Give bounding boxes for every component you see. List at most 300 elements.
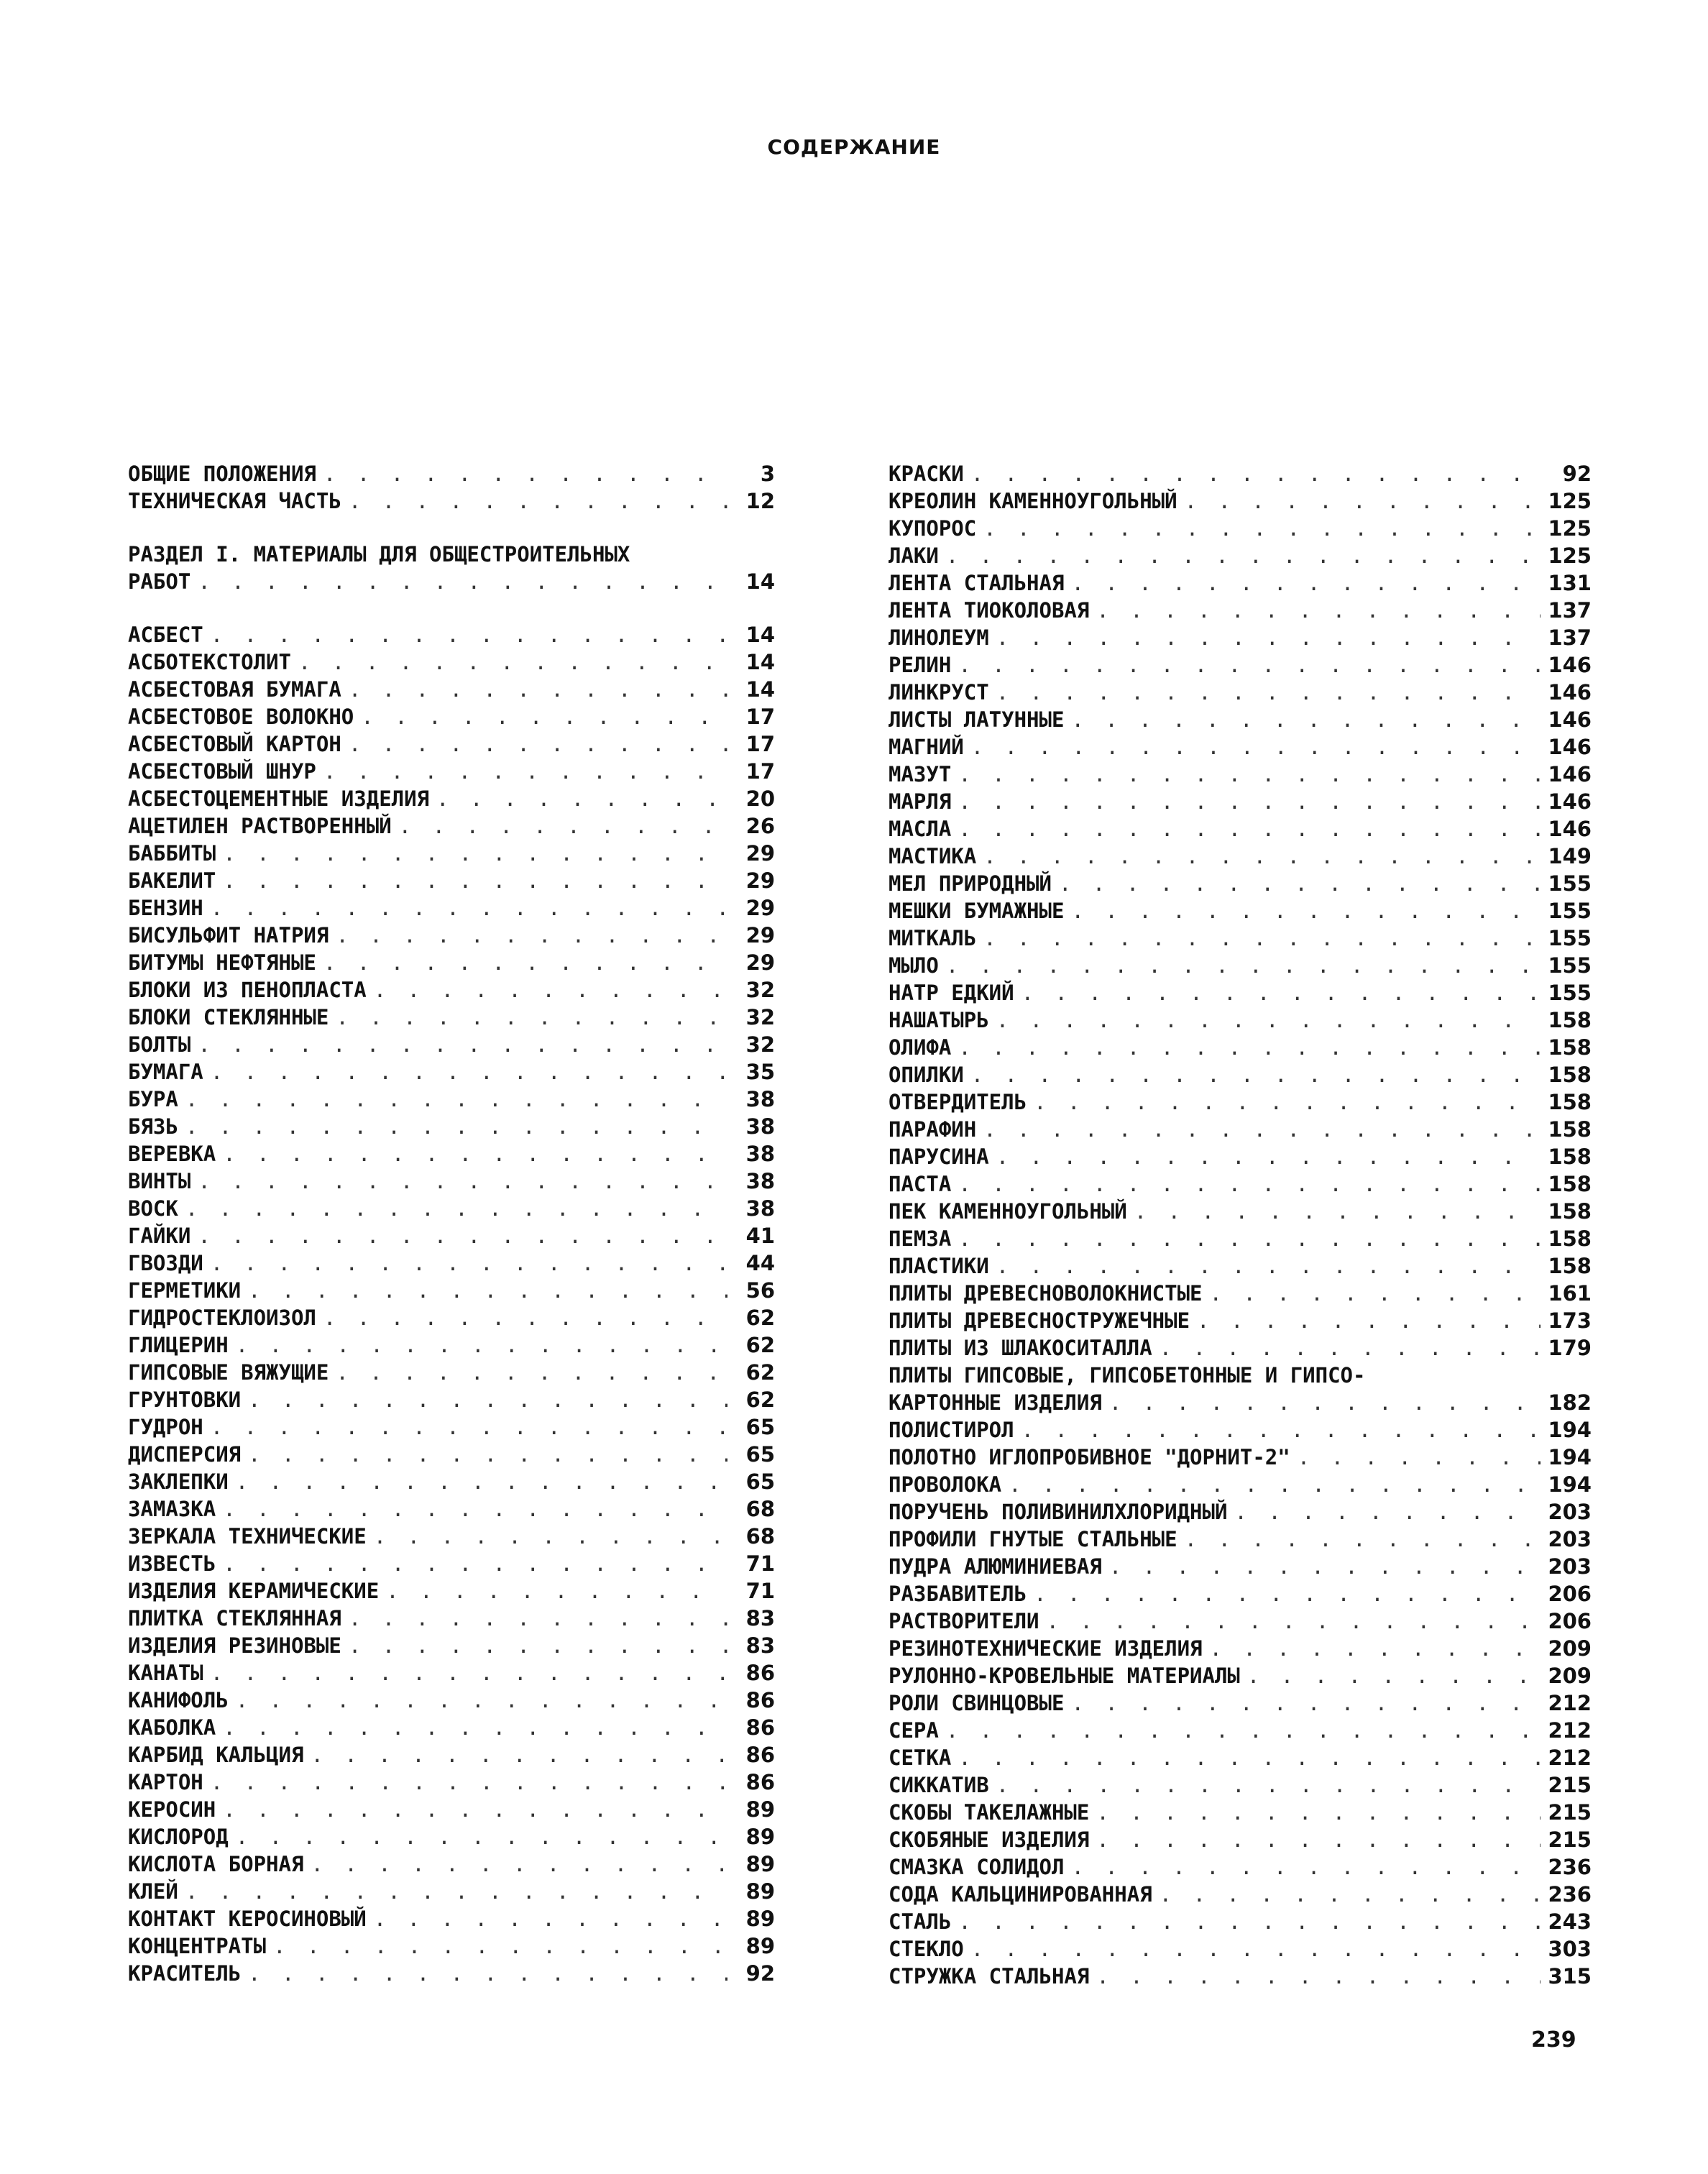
toc-entry <box>889 1088 1592 1116</box>
toc-entry-page: 17 <box>745 705 775 729</box>
toc-entry-label: ЛИНКРУСТ <box>889 680 989 705</box>
toc-entry-page: 146 <box>1548 653 1592 677</box>
toc-entry <box>889 761 1592 788</box>
toc-entry <box>128 1359 775 1386</box>
toc-section-heading <box>128 541 775 595</box>
toc-entry-label: КАБОЛКА <box>128 1715 216 1740</box>
toc-entry-page: 62 <box>745 1306 775 1330</box>
toc-entry <box>128 1277 775 1304</box>
toc-entry-label: МИТКАЛЬ <box>889 926 977 950</box>
toc-entry-label: КИСЛОТА БОРНАЯ <box>128 1852 304 1876</box>
dot-leader <box>374 976 727 1004</box>
dot-leader <box>983 843 1541 870</box>
toc-entry-label: ПОЛИСТИРОЛ <box>889 1418 1014 1442</box>
dot-leader <box>971 1935 1541 1963</box>
dot-leader <box>211 1249 727 1277</box>
toc-entry-label: ПЕМЗА <box>889 1226 952 1251</box>
toc-entry-label: ДИСПЕРСИЯ <box>128 1442 242 1467</box>
toc-entry <box>889 1908 1592 1935</box>
toc-entry-label: РЕЛИН <box>889 653 952 677</box>
toc-entry-page: 56 <box>745 1278 775 1303</box>
toc-entry-page: 62 <box>745 1333 775 1357</box>
section-heading-line2: РАБОТ <box>128 569 191 594</box>
dot-leader <box>1047 1607 1541 1635</box>
toc-entry-page: 17 <box>745 732 775 756</box>
toc-entry-label: СМАЗКА СОЛИДОЛ <box>889 1855 1065 1879</box>
toc-entry <box>128 648 775 676</box>
toc-entry-label: БЛОКИ ИЗ ПЕНОПЛАСТА <box>128 978 367 1002</box>
toc-entry-label: РАСТВОРИТЕЛИ <box>889 1609 1039 1633</box>
toc-entry-page: 86 <box>745 1770 775 1794</box>
dot-leader <box>349 730 727 758</box>
toc-entry-label: ПЛИТЫ ИЗ ШЛАКОСИТАЛЛА <box>889 1336 1152 1360</box>
dot-leader <box>1210 1635 1541 1662</box>
toc-entry <box>889 1635 1592 1662</box>
toc-entry-label: ОТВЕРДИТЕЛЬ <box>889 1090 1027 1114</box>
dot-leader <box>1160 1334 1541 1362</box>
dot-leader <box>399 812 727 840</box>
dot-leader <box>185 1878 727 1905</box>
toc-entry-page: 149 <box>1548 844 1592 868</box>
dot-leader <box>336 922 727 949</box>
toc-entry-label: БАКЕЛИТ <box>128 868 216 893</box>
dot-leader <box>1160 1881 1541 1908</box>
toc-entry-page: 146 <box>1548 707 1592 732</box>
toc-entry-page: 38 <box>745 1169 775 1193</box>
toc-entry-page: 32 <box>745 1005 775 1029</box>
toc-entry <box>128 867 775 894</box>
toc-entry-label: КЛЕЙ <box>128 1879 178 1904</box>
toc-entry-label: ПЛИТЫ ДРЕВЕСНОВОЛОКНИСТЫЕ <box>889 1281 1203 1306</box>
toc-entry <box>889 624 1592 651</box>
dot-leader <box>1197 1307 1541 1334</box>
toc-entry-page: 203 <box>1548 1500 1592 1524</box>
toc-entry-label: ОБЩИЕ ПОЛОЖЕНИЯ <box>128 462 316 486</box>
dot-leader <box>996 624 1541 651</box>
toc-entry-label: ИЗДЕЛИЯ КЕРАМИЧЕСКИЕ <box>128 1579 380 1603</box>
toc-entry-label: СИККАТИВ <box>889 1773 989 1797</box>
page-number: 239 <box>1531 2027 1576 2053</box>
toc-entry-page: 158 <box>1548 1199 1592 1224</box>
dot-leader <box>223 840 727 867</box>
toc-entry <box>128 1632 775 1659</box>
toc-entry-label: ПАРАФИН <box>889 1117 977 1142</box>
toc-entry-label: КЕРОСИН <box>128 1797 216 1822</box>
toc-entry <box>889 460 1592 487</box>
toc-entry-page: 86 <box>745 1715 775 1740</box>
toc-entry-page: 62 <box>745 1388 775 1412</box>
toc-entry-page: 125 <box>1548 544 1592 568</box>
toc-entry-label: СКОБЯНЫЕ ИЗДЕЛИЯ <box>889 1827 1090 1852</box>
toc-entry <box>889 870 1592 897</box>
toc-entry <box>889 1963 1592 1990</box>
toc-entry-page: 194 <box>1548 1445 1592 1469</box>
dot-leader <box>374 1905 727 1932</box>
toc-entry-page: 65 <box>745 1469 775 1494</box>
dot-leader <box>298 648 727 676</box>
toc-entry <box>128 730 775 758</box>
toc-entry-page: 125 <box>1548 516 1592 541</box>
toc-entry-label: МАСЛА <box>889 817 952 841</box>
dot-leader <box>1109 1553 1541 1580</box>
toc-entry-page: 131 <box>1548 571 1592 595</box>
section-heading-page: 14 <box>745 569 775 594</box>
toc-entry-label: ЗЕРКАЛА ТЕХНИЧЕСКИЕ <box>128 1524 367 1549</box>
toc-entry <box>889 979 1592 1006</box>
toc-entry-label: ПРОФИЛИ ГНУТЫЕ СТАЛЬНЫЕ <box>889 1527 1177 1551</box>
toc-entry <box>128 1086 775 1113</box>
toc-entry-label: ВЕРЕВКА <box>128 1142 216 1166</box>
toc-entry <box>889 651 1592 679</box>
toc-entry <box>889 542 1592 569</box>
toc-entry-page: 14 <box>745 623 775 647</box>
toc-entry-page: 65 <box>745 1415 775 1439</box>
toc-left-column <box>128 460 775 1987</box>
toc-entry <box>889 1553 1592 1580</box>
toc-entry <box>889 1307 1592 1334</box>
dot-leader <box>1009 1471 1541 1498</box>
dot-leader <box>323 460 727 487</box>
toc-entry-label: ГЕРМЕТИКИ <box>128 1278 242 1303</box>
toc-entry-page: 83 <box>745 1606 775 1630</box>
toc-entry <box>128 1714 775 1741</box>
toc-entry-page: 32 <box>745 1032 775 1057</box>
toc-entry <box>889 1034 1592 1061</box>
dot-leader <box>311 1850 727 1878</box>
toc-entry <box>128 1140 775 1168</box>
toc-entry-label: МАРЛЯ <box>889 789 952 814</box>
toc-entry <box>128 785 775 812</box>
dot-leader <box>946 542 1541 569</box>
toc-entry-label: ГИДРОСТЕКЛОИЗОЛ <box>128 1306 316 1330</box>
dot-leader <box>185 1195 727 1222</box>
toc-entry-page: 161 <box>1548 1281 1592 1306</box>
toc-entry-label: СКОБЫ ТАКЕЛАЖНЫЕ <box>889 1800 1090 1825</box>
toc-entry-label: КУПОРОС <box>889 516 977 541</box>
toc-entry-page: 20 <box>745 786 775 811</box>
toc-entry <box>128 1413 775 1441</box>
dot-leader <box>971 733 1541 761</box>
toc-entry-label: ПЕК КАМЕННОУГОЛЬНЫЙ <box>889 1199 1127 1224</box>
toc-entry-label: ЛАКИ <box>889 544 939 568</box>
toc-entry-label: ПЛИТКА СТЕКЛЯННАЯ <box>128 1606 341 1630</box>
toc-entry <box>889 1498 1592 1526</box>
toc-entry-page: 92 <box>745 1961 775 1986</box>
multiline-entry-page: 182 <box>1548 1390 1592 1415</box>
toc-entry-page: 92 <box>1562 462 1592 486</box>
toc-entry <box>128 1577 775 1605</box>
toc-entry <box>128 621 775 648</box>
toc-entry <box>889 788 1592 815</box>
toc-entry-page: 38 <box>745 1114 775 1139</box>
multiline-entry-row <box>889 1389 1592 1416</box>
dot-leader <box>1096 1826 1541 1853</box>
toc-entry-label: ИЗДЕЛИЯ РЕЗИНОВЫЕ <box>128 1633 341 1658</box>
toc-entry-page: 206 <box>1548 1582 1592 1606</box>
toc-entry-label: ПРОВОЛОКА <box>889 1472 1002 1497</box>
toc-entry-label: МАЗУТ <box>889 762 952 786</box>
toc-entry <box>889 897 1592 925</box>
toc-entry <box>128 1769 775 1796</box>
toc-entry-label: ПОЛОТНО ИГЛОПРОБИВНОЕ "ДОРНИТ-2" <box>889 1445 1290 1469</box>
toc-entry <box>128 1550 775 1577</box>
toc-entry <box>128 1331 775 1359</box>
dot-leader <box>996 1143 1541 1170</box>
toc-entry <box>889 1717 1592 1744</box>
toc-entry-page: 236 <box>1548 1855 1592 1879</box>
toc-entry-page: 86 <box>745 1743 775 1767</box>
toc-entry-label: ГРУНТОВКИ <box>128 1388 242 1412</box>
toc-entry <box>889 1444 1592 1471</box>
dot-leader <box>1298 1444 1541 1471</box>
dot-leader <box>236 1331 727 1359</box>
dot-leader <box>1021 979 1541 1006</box>
toc-entry-page: 146 <box>1548 735 1592 759</box>
dot-leader <box>946 952 1541 979</box>
dot-leader <box>1096 1799 1541 1826</box>
dot-leader <box>236 1823 727 1850</box>
toc-entry <box>128 703 775 730</box>
toc-entry <box>128 1495 775 1523</box>
toc-entry <box>889 569 1592 597</box>
toc-entry <box>128 1687 775 1714</box>
toc-entry <box>128 949 775 976</box>
toc-entry-page: 17 <box>745 759 775 784</box>
toc-entry-page: 243 <box>1548 1909 1592 1934</box>
toc-entry-page: 146 <box>1548 762 1592 786</box>
dot-leader <box>1109 1389 1541 1416</box>
toc-entry-page: 71 <box>745 1579 775 1603</box>
toc-entry <box>128 1222 775 1249</box>
toc-right-list <box>889 460 1592 1362</box>
toc-entry <box>889 1580 1592 1607</box>
toc-entry-label: ГИПСОВЫЕ ВЯЖУЩИЕ <box>128 1360 329 1385</box>
toc-entry-page: 44 <box>745 1251 775 1275</box>
toc-entry <box>128 1523 775 1550</box>
toc-entry <box>128 1850 775 1878</box>
dot-leader <box>211 1659 727 1687</box>
toc-entry-page: 155 <box>1548 871 1592 896</box>
toc-entry-label: КОНТАКТ КЕРОСИНОВЫЙ <box>128 1907 367 1931</box>
toc-entry-page: 155 <box>1548 926 1592 950</box>
toc-entry <box>128 1113 775 1140</box>
toc-entry-page: 158 <box>1548 1145 1592 1169</box>
toc-entry-page: 38 <box>745 1087 775 1111</box>
toc-entry <box>128 922 775 949</box>
toc-entry <box>128 460 775 487</box>
toc-entry <box>889 733 1592 761</box>
dot-leader <box>361 703 727 730</box>
toc-entry-page: 209 <box>1548 1664 1592 1688</box>
toc-entry-page: 89 <box>745 1825 775 1849</box>
toc-entry <box>128 1960 775 1987</box>
dot-leader <box>436 785 727 812</box>
toc-entry <box>128 758 775 785</box>
dot-leader <box>983 1116 1541 1143</box>
dot-leader <box>273 1932 727 1960</box>
toc-entry-label: ГЛИЦЕРИН <box>128 1333 229 1357</box>
toc-entry <box>128 894 775 922</box>
toc-entry-page: 194 <box>1548 1418 1592 1442</box>
dot-leader <box>1096 597 1541 624</box>
toc-entry-page: 41 <box>745 1224 775 1248</box>
dot-leader <box>198 568 727 595</box>
toc-entry-page: 68 <box>745 1497 775 1521</box>
toc-entry <box>128 1386 775 1413</box>
toc-entry-label: БИТУМЫ НЕФТЯНЫЕ <box>128 950 316 975</box>
dot-leader <box>185 1086 727 1113</box>
toc-entry-label: РАЗБАВИТЕЛЬ <box>889 1582 1027 1606</box>
toc-entry-page: 3 <box>760 462 775 486</box>
toc-entry-label: АСБЕСТОВОЕ ВОЛОКНО <box>128 705 354 729</box>
toc-entry-page: 83 <box>745 1633 775 1658</box>
dot-leader <box>198 1222 727 1249</box>
toc-entry-label: БИСУЛЬФИТ НАТРИЯ <box>128 923 329 948</box>
dot-leader <box>1096 1963 1541 1990</box>
dot-leader <box>983 515 1541 542</box>
toc-entry-page: 38 <box>745 1196 775 1221</box>
dot-leader <box>1071 569 1541 597</box>
dot-leader <box>323 1304 727 1331</box>
toc-entry <box>889 843 1592 870</box>
toc-entry-label: БАББИТЫ <box>128 841 216 866</box>
toc-entry <box>889 1826 1592 1853</box>
toc-entry-label: ЛЕНТА СТАЛЬНАЯ <box>889 571 1065 595</box>
toc-entry <box>889 1881 1592 1908</box>
dot-leader <box>996 1006 1541 1034</box>
dot-leader <box>1034 1088 1541 1116</box>
toc-entry-page: 155 <box>1548 981 1592 1005</box>
toc-entry-page: 89 <box>745 1852 775 1876</box>
toc-entry <box>128 1058 775 1086</box>
toc-entry-page: 68 <box>745 1524 775 1549</box>
toc-entry <box>889 1416 1592 1444</box>
toc-entry-page: 158 <box>1548 1063 1592 1087</box>
toc-entry-label: ПАСТА <box>889 1172 952 1196</box>
toc-entry-label: БОЛТЫ <box>128 1032 191 1057</box>
toc-entry-label: ЛИСТЫ ЛАТУННЫЕ <box>889 707 1065 732</box>
dot-leader <box>311 1741 727 1769</box>
toc-entry <box>128 840 775 867</box>
toc-entry-label: ПЛИТЫ ДРЕВЕСНОСТРУЖЕЧНЫЕ <box>889 1308 1190 1333</box>
toc-entry <box>889 1526 1592 1553</box>
toc-entry-page: 194 <box>1548 1472 1592 1497</box>
toc-entry-label: МАСТИКА <box>889 844 977 868</box>
multiline-entry-line1: ПЛИТЫ ГИПСОВЫЕ, ГИПСОБЕТОННЫЕ И ГИПСО- <box>889 1363 1366 1388</box>
dot-leader <box>958 1744 1541 1771</box>
toc-entry-page: 65 <box>745 1442 775 1467</box>
toc-entry-label: ОПИЛКИ <box>889 1063 964 1087</box>
toc-entry <box>889 1143 1592 1170</box>
dot-leader <box>1071 1853 1541 1881</box>
toc-entry-page: 146 <box>1548 817 1592 841</box>
toc-entry-label: БУМАГА <box>128 1060 203 1084</box>
dot-leader <box>958 761 1541 788</box>
toc-entry-page: 155 <box>1548 953 1592 978</box>
toc-entry-page: 212 <box>1548 1746 1592 1770</box>
toc-entry <box>889 1689 1592 1717</box>
toc-entry-page: 158 <box>1548 1226 1592 1251</box>
toc-entry-label: РОЛИ СВИНЦОВЫЕ <box>889 1691 1065 1715</box>
toc-entry-label: ГВОЗДИ <box>128 1251 203 1275</box>
toc-entry-label: ЗАКЛЕПКИ <box>128 1469 229 1494</box>
toc-entry-label: РЕЗИНОТЕХНИЧЕСКИЕ ИЗДЕЛИЯ <box>889 1636 1203 1661</box>
dot-leader <box>946 1717 1541 1744</box>
toc-entry <box>889 1225 1592 1252</box>
dot-leader <box>323 758 727 785</box>
toc-entry-page: 137 <box>1548 625 1592 650</box>
dot-leader <box>996 1771 1541 1799</box>
toc-entry <box>128 1905 775 1932</box>
toc-entry-label: КИСЛОРОД <box>128 1825 229 1849</box>
toc-entry-page: 179 <box>1548 1336 1592 1360</box>
toc-entry <box>889 1334 1592 1362</box>
dot-leader <box>1034 1580 1541 1607</box>
toc-entry-page: 155 <box>1548 899 1592 923</box>
toc-entry-page: 125 <box>1548 489 1592 513</box>
toc-entry-label: ГУДРОН <box>128 1415 203 1439</box>
dot-leader <box>971 1061 1541 1088</box>
toc-entry <box>889 1006 1592 1034</box>
toc-entry-label: КАРБИД КАЛЬЦИЯ <box>128 1743 304 1767</box>
toc-entry-label: АСБЕСТОВЫЙ КАРТОН <box>128 732 341 756</box>
toc-entry-page: 203 <box>1548 1527 1592 1551</box>
toc-entry <box>128 1659 775 1687</box>
toc-entry <box>128 1741 775 1769</box>
toc-entry-label: КАНАТЫ <box>128 1661 203 1685</box>
toc-entry-page: 209 <box>1548 1636 1592 1661</box>
toc-entry-label: ТЕХНИЧЕСКАЯ ЧАСТЬ <box>128 489 341 513</box>
toc-entry <box>889 1607 1592 1635</box>
toc-entry <box>889 1771 1592 1799</box>
dot-leader <box>236 1687 727 1714</box>
toc-entry-page: 303 <box>1548 1937 1592 1961</box>
toc-entry-label: АСБОТЕКСТОЛИТ <box>128 650 291 674</box>
dot-leader <box>1071 1689 1541 1717</box>
toc-entry <box>128 1441 775 1468</box>
toc-entry-page: 146 <box>1548 789 1592 814</box>
toc-entry-page: 158 <box>1548 1254 1592 1278</box>
toc-entry <box>889 1471 1592 1498</box>
toc-entry-page: 29 <box>745 923 775 948</box>
dot-leader <box>374 1523 727 1550</box>
dot-leader <box>1071 897 1541 925</box>
dot-leader <box>185 1113 727 1140</box>
toc-entry-page: 14 <box>745 677 775 702</box>
dot-leader <box>958 815 1541 843</box>
toc-entry-page: 26 <box>745 814 775 838</box>
dot-leader <box>958 1034 1541 1061</box>
toc-entry-page: 173 <box>1548 1308 1592 1333</box>
toc-entry <box>128 1004 775 1031</box>
dot-leader <box>211 1058 727 1086</box>
section-heading-entry <box>128 568 775 595</box>
toc-entry-page: 89 <box>745 1934 775 1958</box>
dot-leader <box>958 651 1541 679</box>
toc-entry-label: КОНЦЕНТРАТЫ <box>128 1934 267 1958</box>
toc-entry <box>889 597 1592 624</box>
dot-leader <box>958 1170 1541 1198</box>
dot-leader <box>211 621 727 648</box>
toc-entry <box>889 679 1592 706</box>
multiline-entry-line2: КАРТОННЫЕ ИЗДЕЛИЯ <box>889 1390 1102 1415</box>
toc-entry-label: МАГНИЙ <box>889 735 964 759</box>
dot-leader <box>1210 1280 1541 1307</box>
toc-entry <box>128 487 775 515</box>
toc-entry <box>889 1252 1592 1280</box>
toc-entry-page: 38 <box>745 1142 775 1166</box>
toc-entry-page: 236 <box>1548 1882 1592 1907</box>
